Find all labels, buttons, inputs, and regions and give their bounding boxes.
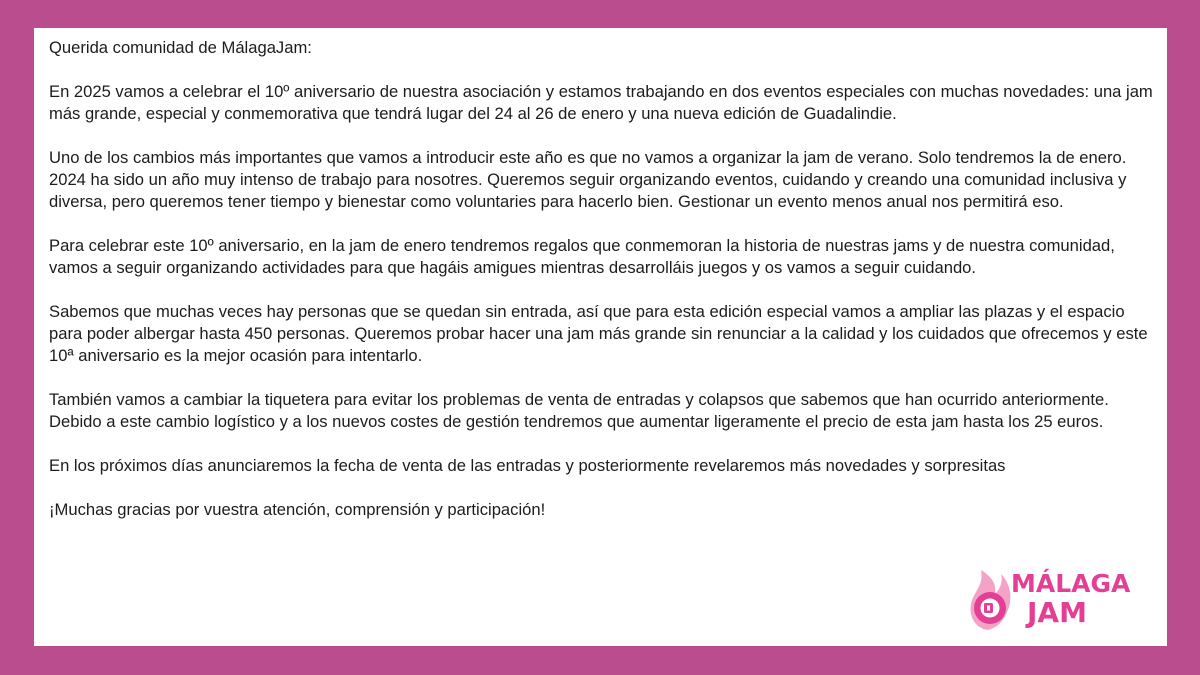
letter-card	[34, 28, 1167, 646]
letter-paragraph-6: En los próximos días anunciaremos la fecha de venta de las entradas y posteriormente revelaremos más novedades y sorpresitas	[49, 456, 1006, 475]
letter-greeting: Querida comunidad de MálagaJam:	[49, 38, 312, 57]
letter-paragraph-3: Para celebrar este 10º aniversario, en la jam de enero tendremos regalos que conmemoran la historia de nuestras jams y de nuestra comunidad, vamos a seguir organizando actividades para que hagáis amigues mientras desarrolláis juegos y os vamos a seguir cuidando.	[49, 236, 1115, 277]
letter-paragraph-2: Uno de los cambios más importantes que vamos a introducir este año es que no vamos a organizar la jam de verano. Solo tendremos la de enero. 2024 ha sido un año muy intenso de trabajo para nosotres. Queremos seguir organizando eventos, cuidando y creando una comunidad inclusiva y diversa, pero queremos tener tiempo y bienestar como voluntaries para hacerlo bien. Gestionar un evento menos anual nos permitirá eso.	[49, 148, 1127, 211]
flame-eye-icon	[971, 570, 1011, 630]
logo-line-1: MÁLAGA	[1011, 569, 1131, 598]
malaga-jam-logo	[967, 556, 1147, 632]
letter-paragraph-4: Sabemos que muchas veces hay personas que se quedan sin entrada, así que para esta edición especial vamos a ampliar las plazas y el espacio para poder albergar hasta 450 personas. Queremos probar hacer una jam más grande sin renunciar a la calidad y los cuidados que ofrecemos y este 10ª aniversario es la mejor ocasión para intentarlo.	[49, 302, 1148, 365]
letter-paragraph-1: En 2025 vamos a celebrar el 10º aniversario de nuestra asociación y estamos trabajando en dos eventos especiales con muchas novedades: una jam más grande, especial y conmemorativa que tendrá lugar del 24 al 26 de enero y una nueva edición de Guadalindie.	[49, 82, 1153, 123]
logo-line-2: JAM	[1027, 596, 1087, 629]
letter-body	[49, 37, 1154, 543]
letter-paragraph-5: También vamos a cambiar la tiquetera para evitar los problemas de venta de entradas y colapsos que sabemos que han ocurrido anteriormente. Debido a este cambio logístico y a los nuevos costes de gestión tendremos que aumentar ligeramente el precio de esta jam hasta los 25 euros.	[49, 390, 1109, 431]
letter-closing: ¡Muchas gracias por vuestra atención, comprensión y participación!	[49, 500, 546, 519]
logo-graphic	[967, 556, 1147, 632]
